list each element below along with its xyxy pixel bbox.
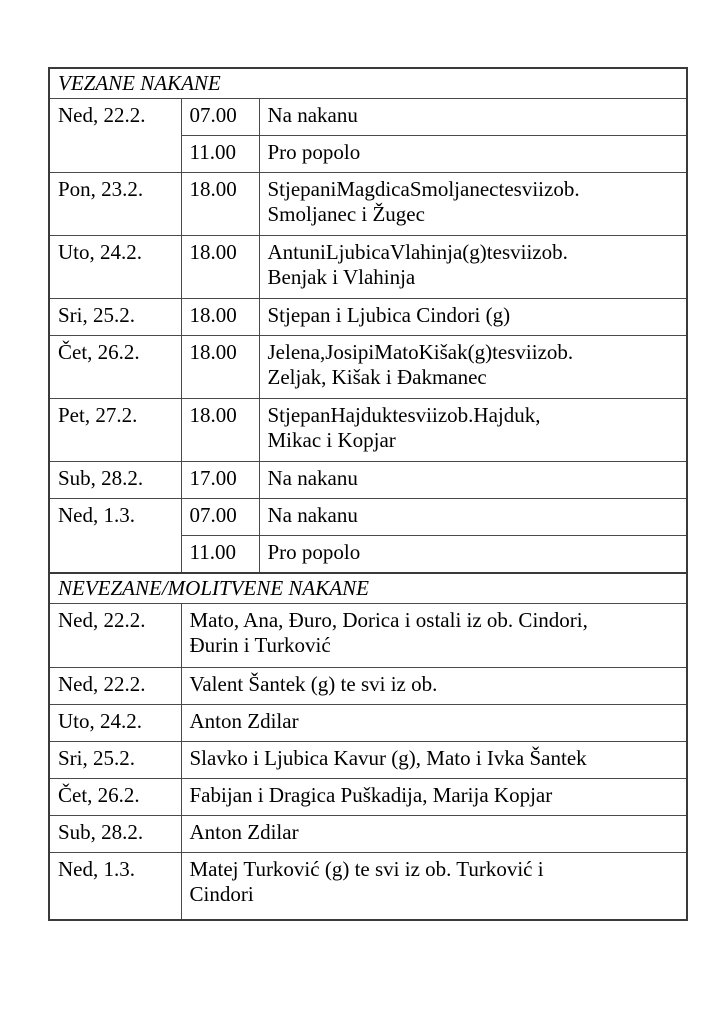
date-cell: Pet, 27.2. <box>49 399 181 462</box>
date-cell: Čet, 26.2. <box>49 778 181 815</box>
table-row <box>49 852 687 920</box>
intention-line: Mato, Ana, Đuro, Dorica i ostali iz ob. Cindori, <box>189 607 588 632</box>
table-row <box>49 399 687 462</box>
time-cell: 07.00 <box>181 99 259 136</box>
time-cell: 18.00 <box>181 399 259 462</box>
intention-line: Mikac i Kopjar <box>267 428 396 452</box>
date-cell: Sub, 28.2. <box>49 462 181 499</box>
date-cell: Sub, 28.2. <box>49 815 181 852</box>
table-row <box>49 68 687 99</box>
intention-cell: Na nakanu <box>259 99 687 136</box>
date-cell: Sri, 25.2. <box>49 299 181 336</box>
section-title-nevezane: NEVEZANE/MOLITVENE NAKANE <box>49 573 687 604</box>
section-title-vezane: VEZANE NAKANE <box>49 68 687 99</box>
date-cell: Pon, 23.2. <box>49 173 181 236</box>
intention-cell <box>259 336 687 399</box>
intention-line: Đurin i Turković <box>189 632 331 657</box>
table-row <box>49 336 687 399</box>
intention-cell: Slavko i Ljubica Kavur (g), Mato i Ivka Šantek <box>181 741 687 778</box>
time-cell: 18.00 <box>181 236 259 299</box>
table-row <box>49 815 687 852</box>
table-row <box>49 499 687 536</box>
intention-line: Smoljanec i Žugec <box>267 202 425 226</box>
table-row <box>49 299 687 336</box>
time-cell: 07.00 <box>181 499 259 536</box>
intention-cell: Pro popolo <box>259 136 687 173</box>
intention-cell: Na nakanu <box>259 499 687 536</box>
table-row <box>49 778 687 815</box>
table-row <box>49 603 687 667</box>
intention-line: StjepaniMagdicaSmoljanectesviizob. <box>267 177 580 201</box>
time-cell: 18.00 <box>181 173 259 236</box>
time-cell: 11.00 <box>181 536 259 573</box>
intention-cell: Stjepan i Ljubica Cindori (g) <box>259 299 687 336</box>
date-cell: Ned, 1.3. <box>49 499 181 573</box>
table-row <box>49 573 687 604</box>
intention-cell <box>259 173 687 236</box>
intention-cell <box>259 399 687 462</box>
table-row <box>49 236 687 299</box>
intention-line: Cindori <box>189 881 254 906</box>
time-cell: 18.00 <box>181 299 259 336</box>
intention-cell <box>181 852 687 920</box>
intention-cell: Anton Zdilar <box>181 815 687 852</box>
intention-line: Matej Turković (g) te svi iz ob. Turković i <box>189 856 544 881</box>
date-cell: Ned, 22.2. <box>49 99 181 173</box>
table-row <box>49 667 687 704</box>
date-cell: Ned, 22.2. <box>49 603 181 667</box>
time-cell: 11.00 <box>181 136 259 173</box>
intention-cell <box>259 236 687 299</box>
date-cell: Ned, 22.2. <box>49 667 181 704</box>
table-row <box>49 741 687 778</box>
time-cell: 17.00 <box>181 462 259 499</box>
table-row <box>49 704 687 741</box>
intention-cell: Na nakanu <box>259 462 687 499</box>
intention-line: StjepanHajduktesviizob.Hajduk, <box>267 403 541 427</box>
table-row <box>49 173 687 236</box>
intention-cell: Pro popolo <box>259 536 687 573</box>
intention-line: Benjak i Vlahinja <box>267 265 416 289</box>
table-row <box>49 99 687 136</box>
mass-intentions-table <box>48 67 688 921</box>
intention-cell: Valent Šantek (g) te svi iz ob. <box>181 667 687 704</box>
intention-line: Jelena,JosipiMatoKišak(g)tesviizob. <box>267 340 574 364</box>
date-cell: Uto, 24.2. <box>49 704 181 741</box>
intention-cell: Anton Zdilar <box>181 704 687 741</box>
table-row <box>49 462 687 499</box>
intention-cell: Fabijan i Dragica Puškadija, Marija Kopjar <box>181 778 687 815</box>
intention-line: Zeljak, Kišak i Đakmanec <box>267 365 487 389</box>
date-cell: Sri, 25.2. <box>49 741 181 778</box>
date-cell: Ned, 1.3. <box>49 852 181 920</box>
intention-cell <box>181 603 687 667</box>
intention-line: AntuniLjubicaVlahinja(g)tesviizob. <box>267 240 568 264</box>
date-cell: Uto, 24.2. <box>49 236 181 299</box>
time-cell: 18.00 <box>181 336 259 399</box>
date-cell: Čet, 26.2. <box>49 336 181 399</box>
